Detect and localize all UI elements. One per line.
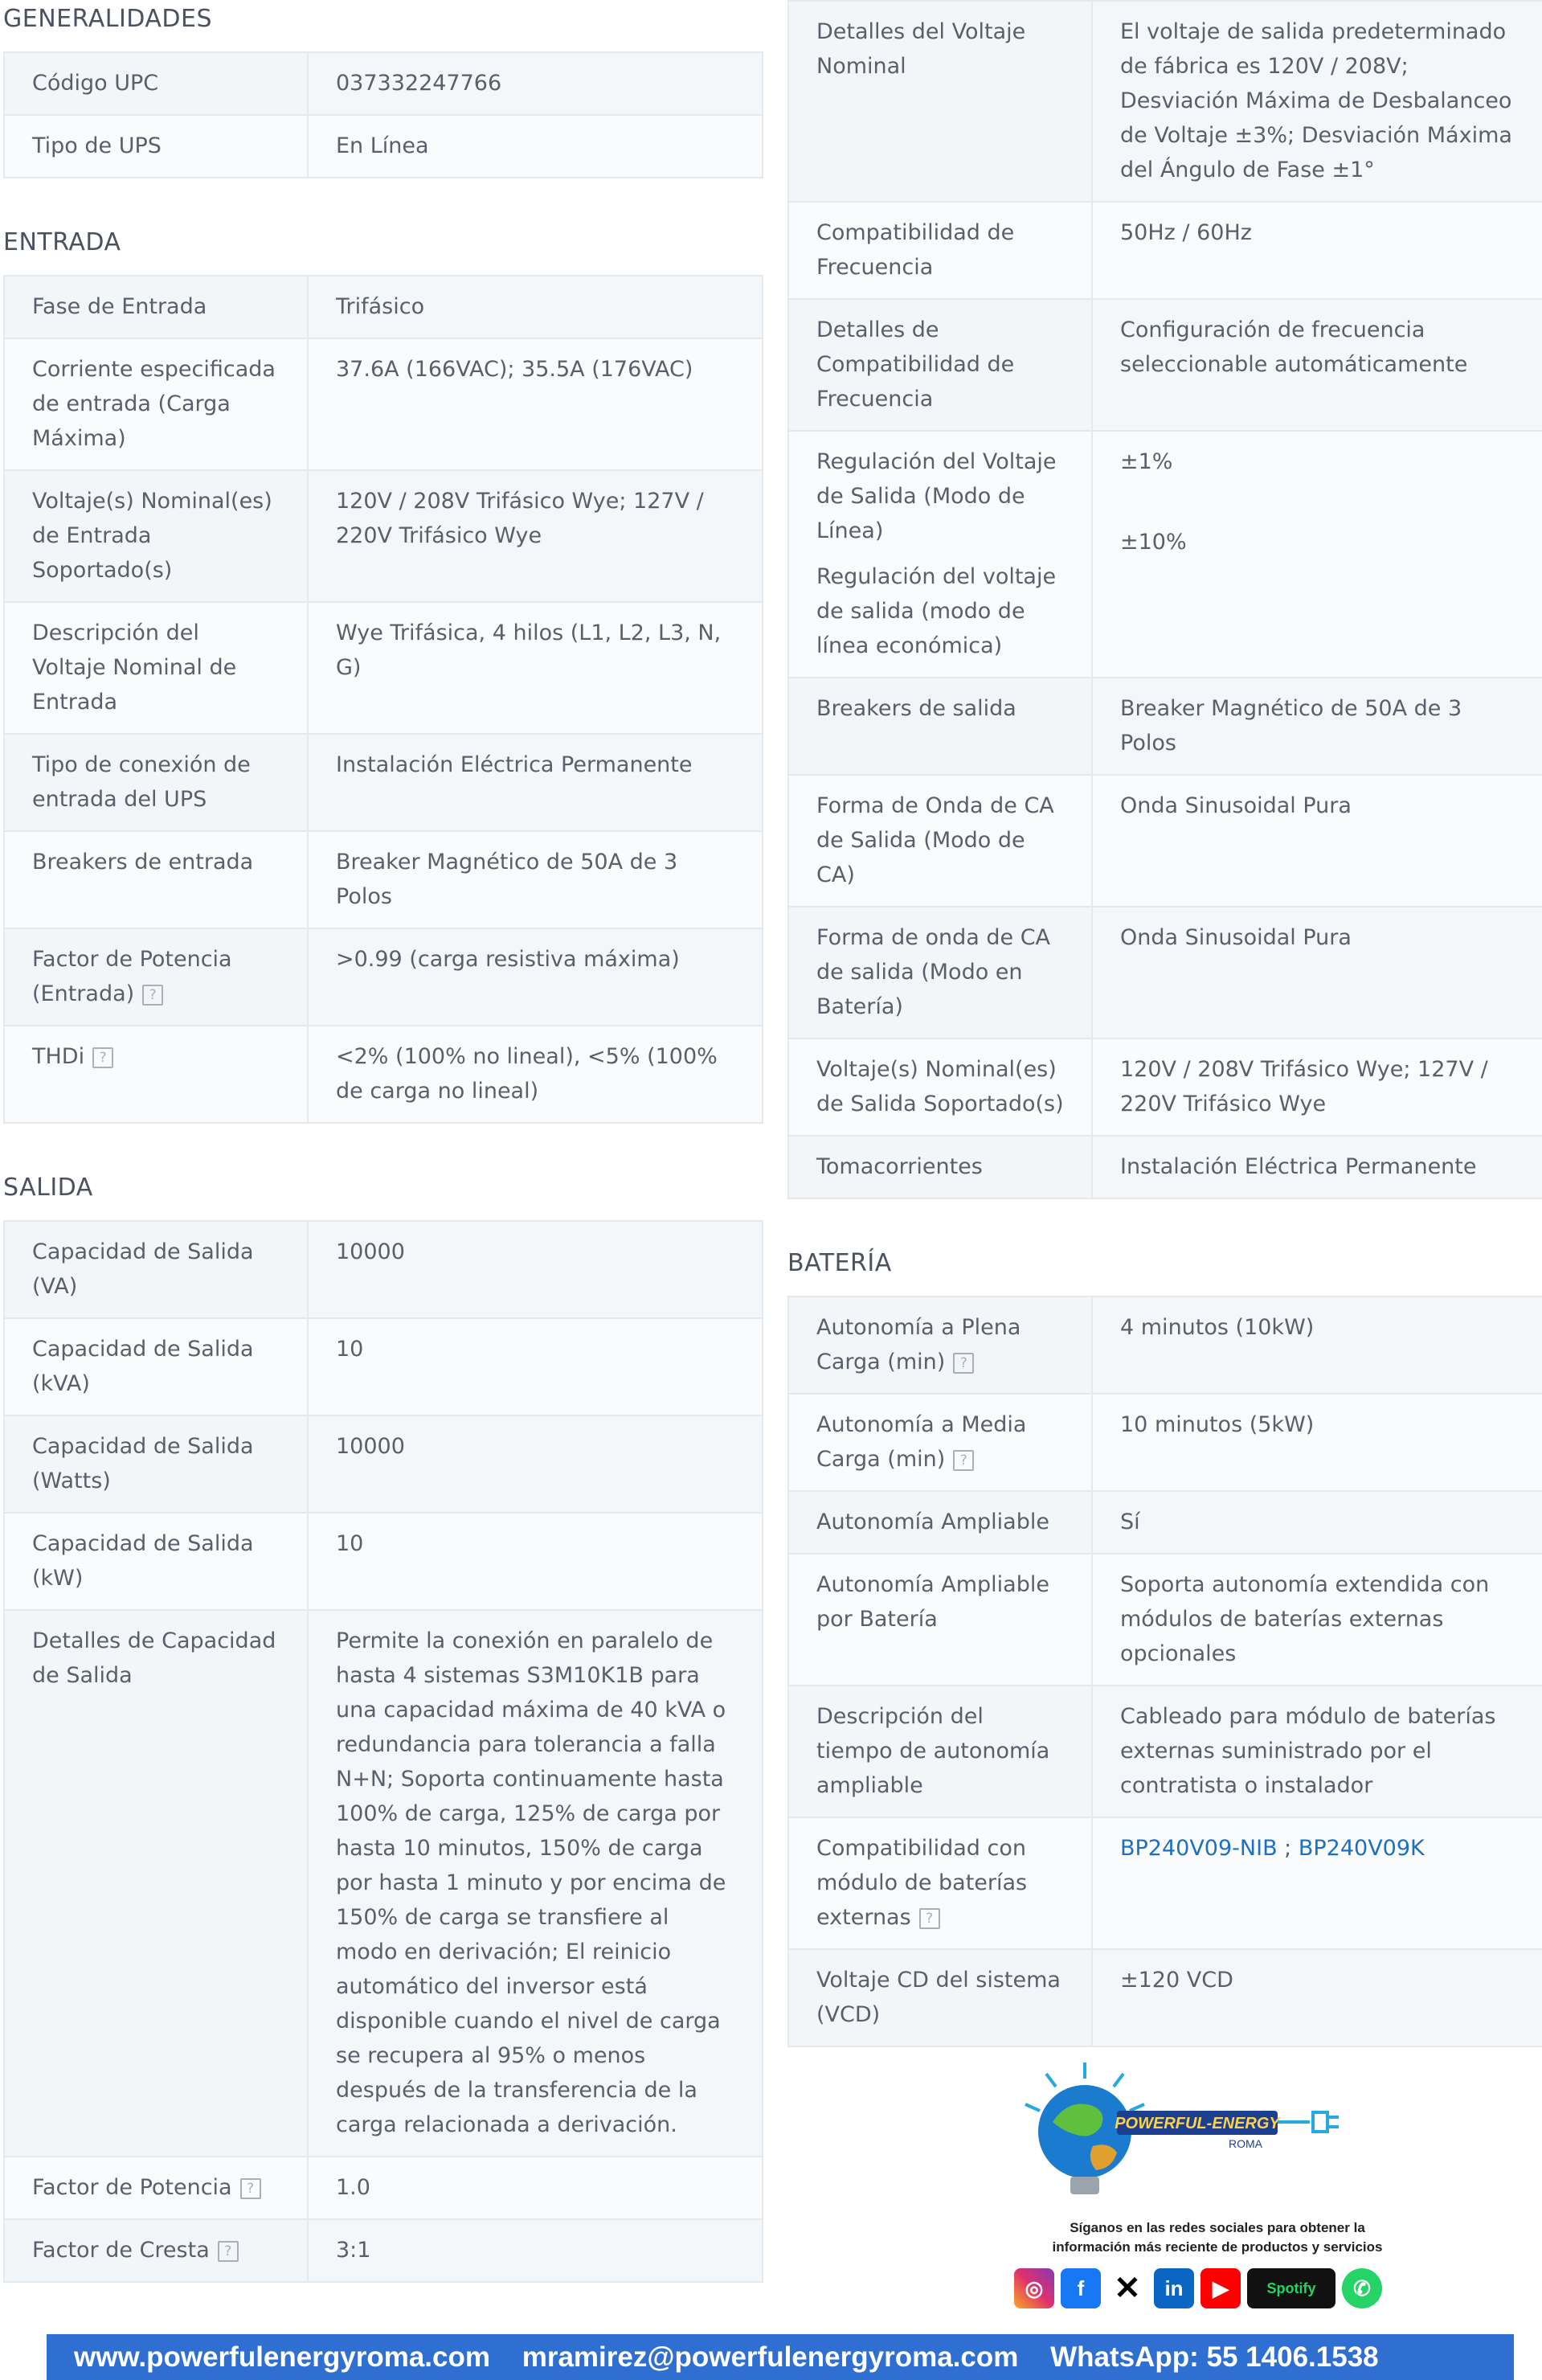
spec-row <box>788 775 1542 907</box>
spec-label-cell <box>788 1297 1092 1394</box>
spec-row <box>788 202 1542 299</box>
spec-value-cell <box>308 1610 763 2157</box>
spec-label-cell <box>4 928 308 1026</box>
spec-value: 120V / 208V Trifásico Wye; 127V / 220V Trifásico Wye <box>336 489 704 548</box>
footer-email[interactable]: mramirez@powerfulenergyroma.com <box>521 2341 1019 2373</box>
spec-row <box>4 928 763 1026</box>
help-icon[interactable]: ? <box>953 1450 974 1471</box>
spec-label: Corriente especificada de entrada (Carga Máxima) <box>32 357 276 451</box>
spec-row <box>788 1491 1542 1554</box>
spec-label-cell <box>788 1394 1092 1491</box>
spec-label: Forma de onda de CA de salida (Modo en Batería) <box>816 925 1051 1019</box>
spec-value-cell <box>1092 1136 1542 1198</box>
spec-value: 37.6A (166VAC); 35.5A (176VAC) <box>336 357 693 382</box>
slogan-line-2: información más reciente de productos y servicios <box>1052 2239 1383 2255</box>
spec-label: Tipo de conexión de entrada del UPS <box>32 752 251 812</box>
spec-value: 10 minutos (5kW) <box>1120 1412 1315 1437</box>
spec-label-cell <box>788 1491 1092 1554</box>
spec-value: Instalación Eléctrica Permanente <box>336 752 693 777</box>
spec-label: Breakers de salida <box>816 696 1016 721</box>
spec-value: 10 <box>336 1531 364 1556</box>
spec-value: El voltaje de salida predeterminado de fábrica es 120V / 208V; Desviación Máxima de Desbalanceo de Voltaje ±3%; Desviación Máxima del Ángulo de Fase ±1° <box>1120 19 1512 182</box>
spec-row <box>4 1026 763 1123</box>
spec-row <box>4 1221 763 1318</box>
spec-table-entrada <box>3 275 763 1124</box>
svg-text:ROMA: ROMA <box>1229 2137 1262 2150</box>
help-icon[interactable]: ? <box>953 1353 974 1374</box>
spotify-label: Spotify <box>1266 2280 1316 2296</box>
svg-text:POWERFUL-ENERGY: POWERFUL-ENERGY <box>1115 2115 1280 2132</box>
spec-row <box>4 276 763 338</box>
spec-label: Factor de Potencia (Entrada) <box>32 947 232 1006</box>
section-title-bateria: BATERÍA <box>787 1249 892 1277</box>
spec-value-cell <box>1092 678 1542 775</box>
spec-label-cell <box>4 602 308 734</box>
spec-row <box>788 1038 1542 1136</box>
spec-label: Voltaje(s) Nominal(es) de Entrada Soportado(s) <box>32 489 272 583</box>
spec-row <box>4 2157 763 2219</box>
spec-value-cell <box>308 276 763 338</box>
spec-label-cell <box>788 775 1092 907</box>
spec-value-cell <box>308 52 763 115</box>
linkedin-icon[interactable]: in <box>1154 2268 1194 2308</box>
spec-label: Tomacorrientes <box>816 1154 983 1179</box>
spec-label: Detalles de Compatibilidad de Frecuencia <box>816 317 1015 412</box>
spec-row <box>4 115 763 178</box>
whatsapp-icon[interactable]: ✆ <box>1342 2268 1382 2308</box>
spec-table-generalidades <box>3 51 763 178</box>
spec-value: Sí <box>1120 1510 1140 1534</box>
spec-row <box>4 1610 763 2157</box>
instagram-icon[interactable]: ◎ <box>1014 2268 1054 2308</box>
spec-label-cell <box>788 1554 1092 1686</box>
spec-value: 120V / 208V Trifásico Wye; 127V / 220V Trifásico Wye <box>1120 1057 1488 1116</box>
spec-label-cell <box>4 1221 308 1318</box>
help-icon[interactable]: ? <box>240 2178 261 2199</box>
spec-label-cell <box>788 1 1092 202</box>
help-icon[interactable]: ? <box>92 1047 113 1068</box>
spec-value-cell <box>308 1415 763 1513</box>
spec-row <box>788 1136 1542 1198</box>
spec-value: Permite la conexión en paralelo de hasta 4 sistemas S3M10K1B para una capacidad máxima de 40 kVA o redundancia para tolerancia a falla N+N; Soporta continuamente hasta 100% de carga, 125% de carga por hasta 10 minutos, 150% de carga por hasta 1 minuto y por encima de 150% de carga se transfiere al modo en derivación; El reinicio automático del inversor está disponible cuando el nivel de carga se recupera al 95% o menos después de la transferencia de la carga relacionada a derivación. <box>336 1628 726 2137</box>
youtube-icon[interactable]: ▶ <box>1200 2268 1241 2308</box>
spec-value: >0.99 (carga resistiva máxima) <box>336 947 680 972</box>
spec-row <box>4 470 763 602</box>
spec-label: Detalles de Capacidad de Salida <box>32 1628 276 1688</box>
x-icon[interactable]: ✕ <box>1107 2268 1147 2308</box>
spec-row <box>788 1 1542 202</box>
spec-label: Factor de Potencia <box>32 2175 232 2200</box>
spec-row <box>4 338 763 470</box>
spec-row <box>4 1318 763 1415</box>
spec-value-cell <box>308 2219 763 2282</box>
spec-label-cell <box>4 734 308 831</box>
spec-label: Capacidad de Salida (Watts) <box>32 1434 254 1493</box>
spec-value-cell <box>308 602 763 734</box>
spec-label: Autonomía Ampliable <box>816 1510 1049 1534</box>
facebook-icon[interactable]: f <box>1061 2268 1101 2308</box>
spec-value-cell <box>308 115 763 178</box>
spec-label-cell <box>788 299 1092 431</box>
spec-value: Soporta autonomía extendida con módulos de baterías externas opcionales <box>1120 1572 1490 1666</box>
spec-value: Onda Sinusoidal Pura <box>1120 925 1352 950</box>
social-slogan <box>988 2218 1446 2257</box>
spotify-icon[interactable] <box>1247 2268 1335 2308</box>
spec-label-cell <box>788 678 1092 775</box>
spec-value: 4 minutos (10kW) <box>1120 1315 1315 1340</box>
section-title-generalidades: GENERALIDADES <box>3 5 213 33</box>
spec-value-cell <box>308 928 763 1026</box>
spec-row <box>788 431 1542 678</box>
spec-label-cell <box>4 1513 308 1610</box>
spec-value-cell <box>1092 299 1542 431</box>
spec-row <box>788 907 1542 1038</box>
spec-label: Breakers de entrada <box>32 850 254 875</box>
left-column <box>3 0 763 2328</box>
spec-row <box>788 1297 1542 1394</box>
spec-value-cell <box>1092 1038 1542 1136</box>
spec-value-2: ±10% <box>1120 530 1187 555</box>
spec-value: 10000 <box>336 1434 405 1459</box>
spec-value: Wye Trifásica, 4 hilos (L1, L2, L3, N, G) <box>336 621 722 680</box>
spec-value-cell <box>1092 431 1542 678</box>
spec-label: Voltaje CD del sistema (VCD) <box>816 1968 1061 2027</box>
spec-label-cell <box>4 1318 308 1415</box>
spec-label-cell <box>4 470 308 602</box>
spec-value: 037332247766 <box>336 71 502 96</box>
spec-label-2: Regulación del voltaje de salida (modo de línea económica) <box>816 564 1057 658</box>
spec-row <box>788 678 1542 775</box>
spec-label-cell <box>4 1610 308 2157</box>
spec-row <box>4 1415 763 1513</box>
spec-row <box>4 1513 763 1610</box>
spec-table-salida-cont <box>787 0 1542 1199</box>
battery-model-link[interactable]: BP240V09K <box>1298 1836 1425 1861</box>
spec-value: 10000 <box>336 1239 405 1264</box>
spec-label-cell <box>4 2219 308 2282</box>
spec-label-cell <box>4 1026 308 1123</box>
spec-label: Fase de Entrada <box>32 294 207 319</box>
spec-label: THDi <box>32 1044 85 1069</box>
spec-value: 3:1 <box>336 2238 371 2263</box>
spec-label-cell <box>4 1415 308 1513</box>
spec-label: Voltaje(s) Nominal(es) de Salida Soportado(s) <box>816 1057 1064 1116</box>
spec-value-cell <box>308 734 763 831</box>
spec-row <box>4 831 763 928</box>
spec-label-cell <box>788 1949 1092 2046</box>
spec-row <box>788 1949 1542 2046</box>
spec-label: Detalles del Voltaje Nominal <box>816 19 1026 79</box>
footer-website[interactable]: www.powerfulenergyroma.com <box>74 2341 490 2373</box>
spec-value: Cableado para módulo de baterías externas suministrado por el contratista o instalador <box>1120 1704 1496 1798</box>
spec-value-cell <box>308 1318 763 1415</box>
spec-table-salida <box>3 1220 763 2283</box>
spec-value: Breaker Magnético de 50A de 3 Polos <box>1120 696 1462 756</box>
battery-model-link[interactable]: BP240V09-NIB <box>1120 1836 1278 1861</box>
spec-value: Trifásico <box>336 294 425 319</box>
spec-label-cell <box>788 1686 1092 1817</box>
spec-value-cell <box>308 338 763 470</box>
spec-value-cell <box>1092 1554 1542 1686</box>
spec-value-cell <box>1092 1949 1542 2046</box>
spec-value-cell <box>1092 775 1542 907</box>
spec-value: 50Hz / 60Hz <box>1120 220 1252 245</box>
spec-value: Breaker Magnético de 50A de 3 Polos <box>336 850 678 909</box>
spec-label-cell <box>4 2157 308 2219</box>
spec-label: Descripción del Voltaje Nominal de Entrada <box>32 621 237 715</box>
spec-label: Regulación del Voltaje de Salida (Modo de Línea) <box>816 449 1057 543</box>
spec-value-cell <box>308 1026 763 1123</box>
spec-value: ±120 VCD <box>1120 1968 1233 1993</box>
spec-value-cell <box>1092 1 1542 202</box>
spec-label: Capacidad de Salida (VA) <box>32 1239 254 1299</box>
spec-label: Compatibilidad de Frecuencia <box>816 220 1015 280</box>
globe-bulb-logo-icon <box>1004 2058 1374 2202</box>
spec-value: Onda Sinusoidal Pura <box>1120 793 1352 818</box>
spec-value-cell <box>308 2157 763 2219</box>
spec-label: Forma de Onda de CA de Salida (Modo de CA) <box>816 793 1054 887</box>
spec-label-cell <box>4 831 308 928</box>
spec-label: Factor de Cresta <box>32 2238 210 2263</box>
help-icon[interactable]: ? <box>142 985 163 1006</box>
spec-label-cell <box>788 1817 1092 1949</box>
spec-label: Compatibilidad con módulo de baterías externas <box>816 1836 1028 1930</box>
slogan-line-1: Síganos en las redes sociales para obtener la <box>1070 2220 1365 2235</box>
spec-value-cell <box>1092 907 1542 1038</box>
spec-value: En Línea <box>336 133 429 158</box>
spec-value-cell <box>1092 1491 1542 1554</box>
spec-value: 10 <box>336 1337 364 1362</box>
spec-row <box>788 299 1542 431</box>
spec-label-cell <box>788 202 1092 299</box>
spec-value-cell <box>308 1221 763 1318</box>
footer-whatsapp[interactable]: WhatsApp: 55 1406.1538 <box>1050 2341 1379 2373</box>
section-title-salida: SALIDA <box>3 1174 93 1202</box>
spec-label-cell <box>788 1038 1092 1136</box>
spec-value: Configuración de frecuencia seleccionable automáticamente <box>1120 317 1468 377</box>
spec-value: <2% (100% no lineal), <5% (100% de carga no lineal) <box>336 1044 718 1104</box>
spec-row <box>4 734 763 831</box>
spec-value-cell <box>1092 1297 1542 1394</box>
spec-label-cell <box>4 338 308 470</box>
spec-value-cell <box>308 831 763 928</box>
link-separator: ; <box>1277 1836 1299 1861</box>
spec-value: Instalación Eléctrica Permanente <box>1120 1154 1477 1179</box>
brand-logo <box>1004 2058 1374 2202</box>
spec-label-cell <box>788 1136 1092 1198</box>
help-icon[interactable]: ? <box>919 1908 940 1929</box>
spec-label-cell <box>4 52 308 115</box>
spec-row <box>4 2219 763 2282</box>
section-title-entrada: ENTRADA <box>3 228 121 256</box>
spec-label-cell <box>788 907 1092 1038</box>
spec-row <box>788 1554 1542 1686</box>
spec-value-cell <box>308 1513 763 1610</box>
spec-value-cell <box>1092 202 1542 299</box>
spec-row <box>788 1817 1542 1949</box>
spec-label: Tipo de UPS <box>32 133 162 158</box>
spec-value: ±1% <box>1120 449 1173 474</box>
spec-value: 1.0 <box>336 2175 370 2200</box>
spec-value-cell <box>308 470 763 602</box>
spec-value-cell <box>1092 1817 1542 1949</box>
spec-label-cell <box>4 115 308 178</box>
help-icon[interactable]: ? <box>218 2241 239 2262</box>
spec-row <box>788 1686 1542 1817</box>
contact-footer <box>47 2334 1514 2380</box>
spec-row <box>4 52 763 115</box>
spec-label: Capacidad de Salida (kVA) <box>32 1337 254 1396</box>
spec-label-cell <box>4 276 308 338</box>
spec-label: Autonomía Ampliable por Batería <box>816 1572 1049 1632</box>
spec-label: Autonomía a Plena Carga (min) <box>816 1315 1021 1374</box>
social-links <box>1014 2268 1382 2310</box>
spec-table-bateria <box>787 1296 1542 2047</box>
spec-row <box>4 602 763 734</box>
spec-label: Capacidad de Salida (kW) <box>32 1531 254 1591</box>
spec-label: Código UPC <box>32 71 159 96</box>
spec-value-cell <box>1092 1686 1542 1817</box>
spec-label: Descripción del tiempo de autonomía ampliable <box>816 1704 1050 1798</box>
spec-label-cell <box>788 431 1092 678</box>
right-column <box>787 0 1542 2092</box>
spec-row <box>788 1394 1542 1491</box>
spec-value-cell <box>1092 1394 1542 1491</box>
spec-label: Autonomía a Media Carga (min) <box>816 1412 1027 1472</box>
